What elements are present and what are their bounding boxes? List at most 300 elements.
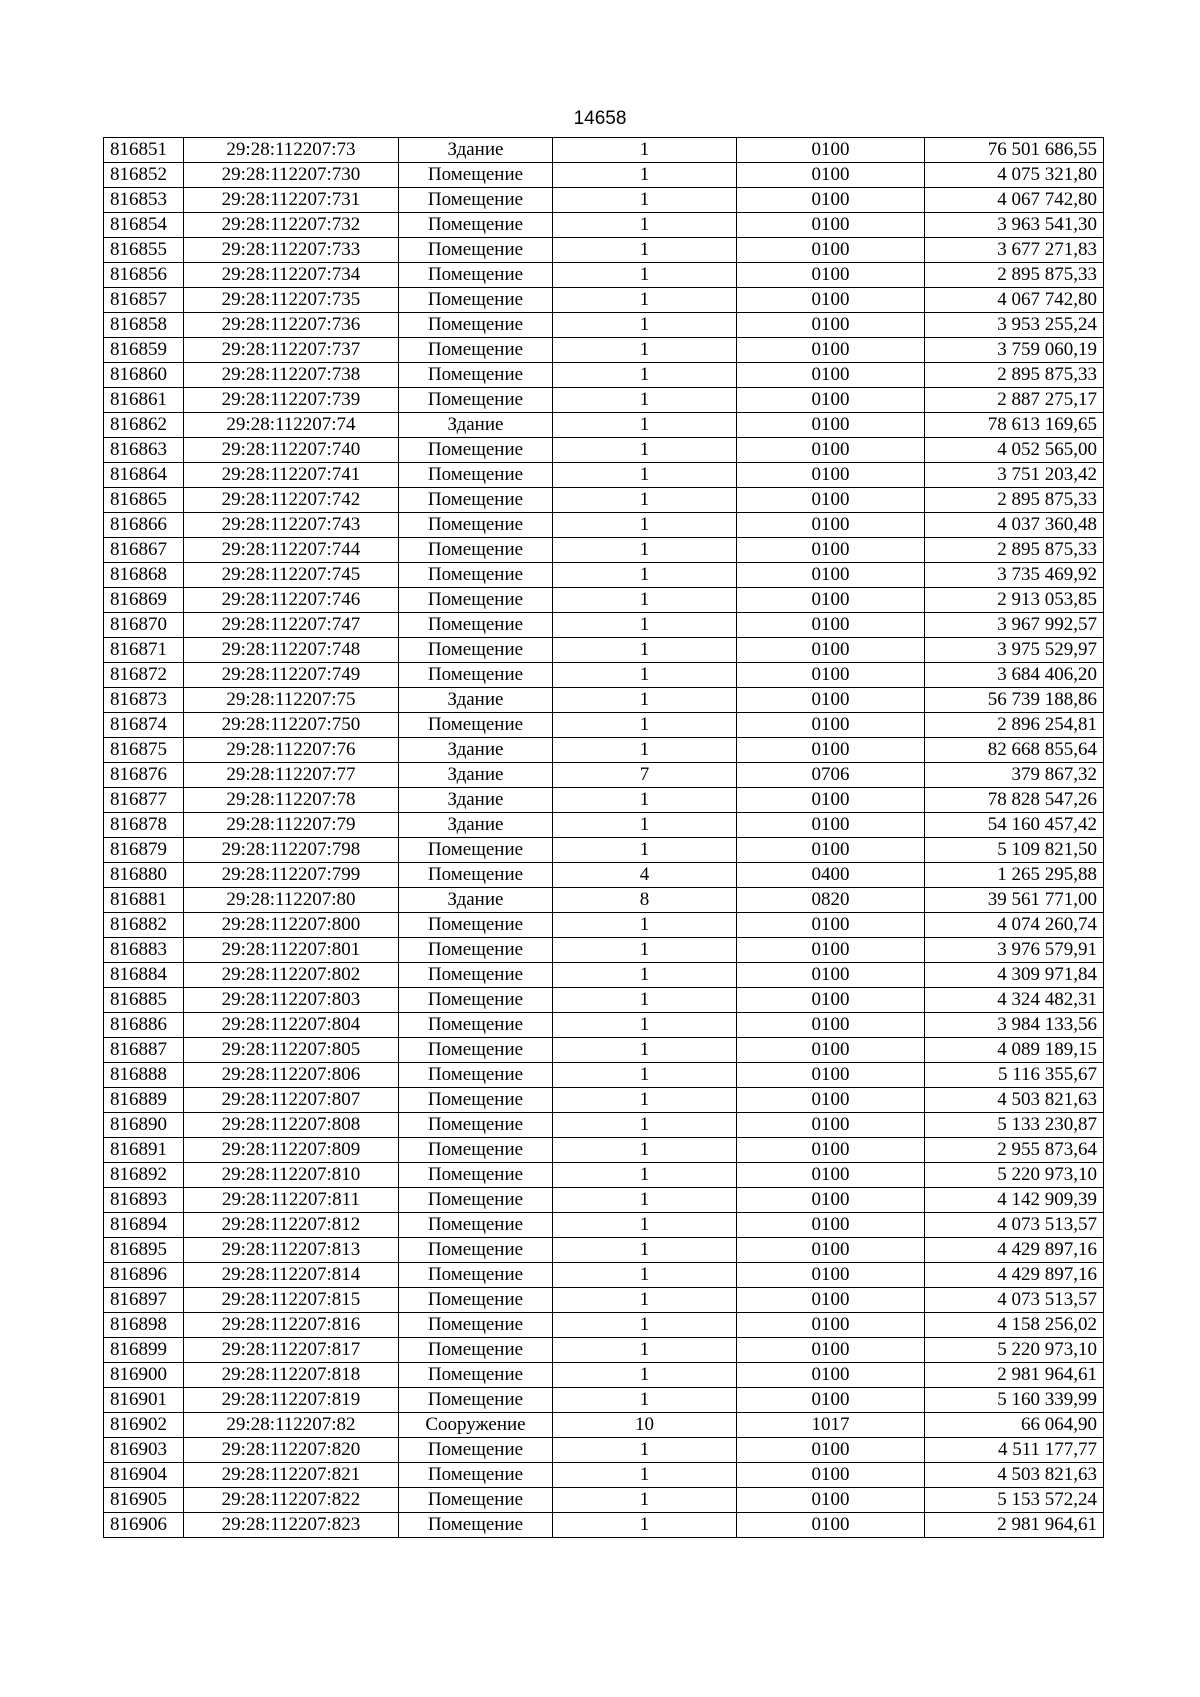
group-number-cell: 1 bbox=[553, 488, 737, 513]
group-number-cell: 1 bbox=[553, 1113, 737, 1138]
group-number-cell: 1 bbox=[553, 1088, 737, 1113]
subgroup-code-cell: 0100 bbox=[737, 1038, 925, 1063]
cadastral-number-cell: 29:28:112207:808 bbox=[184, 1113, 399, 1138]
object-type-cell: Помещение bbox=[399, 1063, 553, 1088]
row-number-cell: 816892 bbox=[104, 1163, 184, 1188]
row-number-cell: 816859 bbox=[104, 338, 184, 363]
cadastral-value-cell: 39 561 771,00 bbox=[925, 888, 1104, 913]
row-number-cell: 816855 bbox=[104, 238, 184, 263]
object-type-cell: Помещение bbox=[399, 663, 553, 688]
object-type-cell: Помещение bbox=[399, 613, 553, 638]
subgroup-code-cell: 0100 bbox=[737, 563, 925, 588]
group-number-cell: 1 bbox=[553, 813, 737, 838]
row-number-cell: 816884 bbox=[104, 963, 184, 988]
object-type-cell: Здание bbox=[399, 888, 553, 913]
table-row bbox=[104, 213, 1104, 238]
object-type-cell: Помещение bbox=[399, 438, 553, 463]
group-number-cell: 1 bbox=[553, 838, 737, 863]
row-number-cell: 816867 bbox=[104, 538, 184, 563]
row-number-cell: 816853 bbox=[104, 188, 184, 213]
subgroup-code-cell: 0400 bbox=[737, 863, 925, 888]
object-type-cell: Помещение bbox=[399, 1463, 553, 1488]
group-number-cell: 1 bbox=[553, 388, 737, 413]
row-number-cell: 816874 bbox=[104, 713, 184, 738]
cadastral-number-cell: 29:28:112207:750 bbox=[184, 713, 399, 738]
row-number-cell: 816862 bbox=[104, 413, 184, 438]
cadastral-number-cell: 29:28:112207:818 bbox=[184, 1363, 399, 1388]
cadastral-value-cell: 4 074 260,74 bbox=[925, 913, 1104, 938]
subgroup-code-cell: 0100 bbox=[737, 813, 925, 838]
cadastral-number-cell: 29:28:112207:745 bbox=[184, 563, 399, 588]
group-number-cell: 1 bbox=[553, 338, 737, 363]
row-number-cell: 816900 bbox=[104, 1363, 184, 1388]
cadastral-value-cell: 4 158 256,02 bbox=[925, 1313, 1104, 1338]
cadastral-value-cell: 76 501 686,55 bbox=[925, 138, 1104, 163]
table-row bbox=[104, 188, 1104, 213]
object-type-cell: Помещение bbox=[399, 1013, 553, 1038]
object-type-cell: Помещение bbox=[399, 1388, 553, 1413]
cadastral-number-cell: 29:28:112207:819 bbox=[184, 1388, 399, 1413]
row-number-cell: 816880 bbox=[104, 863, 184, 888]
row-number-cell: 816886 bbox=[104, 1013, 184, 1038]
group-number-cell: 1 bbox=[553, 1263, 737, 1288]
cadastral-value-cell: 3 677 271,83 bbox=[925, 238, 1104, 263]
group-number-cell: 1 bbox=[553, 1488, 737, 1513]
cadastral-value-cell: 4 309 971,84 bbox=[925, 963, 1104, 988]
cadastral-number-cell: 29:28:112207:735 bbox=[184, 288, 399, 313]
cadastral-value-cell: 4 324 482,31 bbox=[925, 988, 1104, 1013]
subgroup-code-cell: 0100 bbox=[737, 1238, 925, 1263]
group-number-cell: 1 bbox=[553, 513, 737, 538]
cadastral-value-cell: 4 073 513,57 bbox=[925, 1213, 1104, 1238]
table-row bbox=[104, 163, 1104, 188]
cadastral-number-cell: 29:28:112207:749 bbox=[184, 663, 399, 688]
subgroup-code-cell: 0100 bbox=[737, 438, 925, 463]
cadastral-number-cell: 29:28:112207:805 bbox=[184, 1038, 399, 1063]
cadastral-number-cell: 29:28:112207:741 bbox=[184, 463, 399, 488]
cadastral-number-cell: 29:28:112207:73 bbox=[184, 138, 399, 163]
table-row bbox=[104, 463, 1104, 488]
table-row bbox=[104, 538, 1104, 563]
table-row bbox=[104, 788, 1104, 813]
group-number-cell: 1 bbox=[553, 1288, 737, 1313]
cadastral-value-cell: 4 052 565,00 bbox=[925, 438, 1104, 463]
object-type-cell: Помещение bbox=[399, 1138, 553, 1163]
subgroup-code-cell: 0100 bbox=[737, 188, 925, 213]
group-number-cell: 1 bbox=[553, 713, 737, 738]
cadastral-number-cell: 29:28:112207:807 bbox=[184, 1088, 399, 1113]
object-type-cell: Помещение bbox=[399, 1288, 553, 1313]
cadastral-value-cell: 2 895 875,33 bbox=[925, 538, 1104, 563]
group-number-cell: 1 bbox=[553, 1013, 737, 1038]
table-row bbox=[104, 638, 1104, 663]
table-row bbox=[104, 263, 1104, 288]
cadastral-number-cell: 29:28:112207:799 bbox=[184, 863, 399, 888]
subgroup-code-cell: 0100 bbox=[737, 1338, 925, 1363]
subgroup-code-cell: 0100 bbox=[737, 638, 925, 663]
object-type-cell: Помещение bbox=[399, 1038, 553, 1063]
object-type-cell: Помещение bbox=[399, 1363, 553, 1388]
table-row bbox=[104, 1013, 1104, 1038]
table-row bbox=[104, 438, 1104, 463]
subgroup-code-cell: 0100 bbox=[737, 963, 925, 988]
object-type-cell: Здание bbox=[399, 738, 553, 763]
table-row bbox=[104, 363, 1104, 388]
group-number-cell: 1 bbox=[553, 288, 737, 313]
cadastral-value-cell: 56 739 188,86 bbox=[925, 688, 1104, 713]
group-number-cell: 1 bbox=[553, 538, 737, 563]
object-type-cell: Помещение bbox=[399, 538, 553, 563]
group-number-cell: 1 bbox=[553, 238, 737, 263]
cadastral-value-cell: 4 075 321,80 bbox=[925, 163, 1104, 188]
group-number-cell: 1 bbox=[553, 163, 737, 188]
row-number-cell: 816866 bbox=[104, 513, 184, 538]
table-row bbox=[104, 1213, 1104, 1238]
cadastral-number-cell: 29:28:112207:75 bbox=[184, 688, 399, 713]
table-row bbox=[104, 1513, 1104, 1538]
group-number-cell: 1 bbox=[553, 788, 737, 813]
group-number-cell: 1 bbox=[553, 688, 737, 713]
row-number-cell: 816877 bbox=[104, 788, 184, 813]
subgroup-code-cell: 0100 bbox=[737, 463, 925, 488]
cadastral-value-cell: 5 220 973,10 bbox=[925, 1163, 1104, 1188]
object-type-cell: Помещение bbox=[399, 1088, 553, 1113]
group-number-cell: 1 bbox=[553, 563, 737, 588]
object-type-cell: Помещение bbox=[399, 638, 553, 663]
object-type-cell: Помещение bbox=[399, 1513, 553, 1538]
group-number-cell: 1 bbox=[553, 1188, 737, 1213]
object-type-cell: Помещение bbox=[399, 263, 553, 288]
cadastral-number-cell: 29:28:112207:821 bbox=[184, 1463, 399, 1488]
subgroup-code-cell: 0100 bbox=[737, 213, 925, 238]
row-number-cell: 816857 bbox=[104, 288, 184, 313]
cadastral-value-cell: 3 751 203,42 bbox=[925, 463, 1104, 488]
cadastral-number-cell: 29:28:112207:822 bbox=[184, 1488, 399, 1513]
object-type-cell: Помещение bbox=[399, 338, 553, 363]
object-type-cell: Помещение bbox=[399, 513, 553, 538]
cadastral-value-cell: 3 735 469,92 bbox=[925, 563, 1104, 588]
row-number-cell: 816887 bbox=[104, 1038, 184, 1063]
row-number-cell: 816875 bbox=[104, 738, 184, 763]
group-number-cell: 1 bbox=[553, 463, 737, 488]
group-number-cell: 10 bbox=[553, 1413, 737, 1438]
row-number-cell: 816897 bbox=[104, 1288, 184, 1313]
object-type-cell: Помещение bbox=[399, 238, 553, 263]
cadastral-number-cell: 29:28:112207:740 bbox=[184, 438, 399, 463]
cadastral-value-table bbox=[103, 137, 1104, 1538]
cadastral-value-cell: 4 067 742,80 bbox=[925, 188, 1104, 213]
table-row bbox=[104, 938, 1104, 963]
row-number-cell: 816889 bbox=[104, 1088, 184, 1113]
subgroup-code-cell: 0100 bbox=[737, 1138, 925, 1163]
subgroup-code-cell: 0100 bbox=[737, 913, 925, 938]
group-number-cell: 1 bbox=[553, 738, 737, 763]
subgroup-code-cell: 0100 bbox=[737, 138, 925, 163]
object-type-cell: Помещение bbox=[399, 463, 553, 488]
row-number-cell: 816858 bbox=[104, 313, 184, 338]
object-type-cell: Здание bbox=[399, 813, 553, 838]
cadastral-value-cell: 5 133 230,87 bbox=[925, 1113, 1104, 1138]
cadastral-value-cell: 4 503 821,63 bbox=[925, 1463, 1104, 1488]
subgroup-code-cell: 0100 bbox=[737, 538, 925, 563]
subgroup-code-cell: 0100 bbox=[737, 713, 925, 738]
subgroup-code-cell: 0100 bbox=[737, 1313, 925, 1338]
cadastral-value-cell: 3 963 541,30 bbox=[925, 213, 1104, 238]
cadastral-number-cell: 29:28:112207:811 bbox=[184, 1188, 399, 1213]
group-number-cell: 1 bbox=[553, 1438, 737, 1463]
cadastral-value-cell: 2 887 275,17 bbox=[925, 388, 1104, 413]
cadastral-number-cell: 29:28:112207:806 bbox=[184, 1063, 399, 1088]
table-row bbox=[104, 663, 1104, 688]
cadastral-value-cell: 5 153 572,24 bbox=[925, 1488, 1104, 1513]
group-number-cell: 1 bbox=[553, 1338, 737, 1363]
group-number-cell: 1 bbox=[553, 963, 737, 988]
subgroup-code-cell: 0100 bbox=[737, 238, 925, 263]
group-number-cell: 1 bbox=[553, 1388, 737, 1413]
object-type-cell: Помещение bbox=[399, 1488, 553, 1513]
object-type-cell: Помещение bbox=[399, 1338, 553, 1363]
cadastral-number-cell: 29:28:112207:78 bbox=[184, 788, 399, 813]
object-type-cell: Помещение bbox=[399, 863, 553, 888]
subgroup-code-cell: 0100 bbox=[737, 938, 925, 963]
row-number-cell: 816883 bbox=[104, 938, 184, 963]
cadastral-number-cell: 29:28:112207:802 bbox=[184, 963, 399, 988]
cadastral-number-cell: 29:28:112207:747 bbox=[184, 613, 399, 638]
subgroup-code-cell: 0100 bbox=[737, 1063, 925, 1088]
row-number-cell: 816888 bbox=[104, 1063, 184, 1088]
table-row bbox=[104, 1263, 1104, 1288]
object-type-cell: Сооружение bbox=[399, 1413, 553, 1438]
subgroup-code-cell: 0100 bbox=[737, 1263, 925, 1288]
subgroup-code-cell: 0100 bbox=[737, 688, 925, 713]
subgroup-code-cell: 0100 bbox=[737, 363, 925, 388]
row-number-cell: 816882 bbox=[104, 913, 184, 938]
cadastral-value-cell: 4 503 821,63 bbox=[925, 1088, 1104, 1113]
cadastral-value-cell: 4 429 897,16 bbox=[925, 1263, 1104, 1288]
table-row bbox=[104, 1088, 1104, 1113]
cadastral-value-cell: 3 967 992,57 bbox=[925, 613, 1104, 638]
object-type-cell: Помещение bbox=[399, 213, 553, 238]
row-number-cell: 816864 bbox=[104, 463, 184, 488]
subgroup-code-cell: 0100 bbox=[737, 738, 925, 763]
object-type-cell: Помещение bbox=[399, 288, 553, 313]
cadastral-number-cell: 29:28:112207:743 bbox=[184, 513, 399, 538]
group-number-cell: 1 bbox=[553, 1363, 737, 1388]
cadastral-number-cell: 29:28:112207:730 bbox=[184, 163, 399, 188]
page-number: 14658 bbox=[573, 108, 627, 129]
cadastral-number-cell: 29:28:112207:810 bbox=[184, 1163, 399, 1188]
row-number-cell: 816885 bbox=[104, 988, 184, 1013]
subgroup-code-cell: 0100 bbox=[737, 1288, 925, 1313]
row-number-cell: 816876 bbox=[104, 763, 184, 788]
table-row bbox=[104, 563, 1104, 588]
subgroup-code-cell: 0100 bbox=[737, 1388, 925, 1413]
cadastral-number-cell: 29:28:112207:748 bbox=[184, 638, 399, 663]
cadastral-number-cell: 29:28:112207:733 bbox=[184, 238, 399, 263]
table-row bbox=[104, 138, 1104, 163]
row-number-cell: 816868 bbox=[104, 563, 184, 588]
cadastral-number-cell: 29:28:112207:734 bbox=[184, 263, 399, 288]
object-type-cell: Помещение bbox=[399, 913, 553, 938]
cadastral-value-cell: 3 759 060,19 bbox=[925, 338, 1104, 363]
row-number-cell: 816870 bbox=[104, 613, 184, 638]
object-type-cell: Помещение bbox=[399, 1213, 553, 1238]
row-number-cell: 816903 bbox=[104, 1438, 184, 1463]
subgroup-code-cell: 0100 bbox=[737, 1188, 925, 1213]
cadastral-number-cell: 29:28:112207:815 bbox=[184, 1288, 399, 1313]
group-number-cell: 1 bbox=[553, 1063, 737, 1088]
cadastral-value-cell: 2 981 964,61 bbox=[925, 1513, 1104, 1538]
object-type-cell: Помещение bbox=[399, 1113, 553, 1138]
object-type-cell: Помещение bbox=[399, 388, 553, 413]
cadastral-number-cell: 29:28:112207:800 bbox=[184, 913, 399, 938]
cadastral-number-cell: 29:28:112207:744 bbox=[184, 538, 399, 563]
group-number-cell: 1 bbox=[553, 1163, 737, 1188]
table-row bbox=[104, 1063, 1104, 1088]
cadastral-value-cell: 3 684 406,20 bbox=[925, 663, 1104, 688]
group-number-cell: 1 bbox=[553, 263, 737, 288]
subgroup-code-cell: 0100 bbox=[737, 1438, 925, 1463]
table-row bbox=[104, 413, 1104, 438]
cadastral-value-cell: 5 116 355,67 bbox=[925, 1063, 1104, 1088]
object-type-cell: Помещение bbox=[399, 988, 553, 1013]
table-row bbox=[104, 588, 1104, 613]
group-number-cell: 7 bbox=[553, 763, 737, 788]
object-type-cell: Помещение bbox=[399, 1238, 553, 1263]
subgroup-code-cell: 0100 bbox=[737, 1513, 925, 1538]
subgroup-code-cell: 0100 bbox=[737, 1163, 925, 1188]
table-row bbox=[104, 838, 1104, 863]
group-number-cell: 1 bbox=[553, 938, 737, 963]
group-number-cell: 1 bbox=[553, 413, 737, 438]
cadastral-number-cell: 29:28:112207:814 bbox=[184, 1263, 399, 1288]
table-row bbox=[104, 288, 1104, 313]
cadastral-value-cell: 2 913 053,85 bbox=[925, 588, 1104, 613]
cadastral-value-cell: 82 668 855,64 bbox=[925, 738, 1104, 763]
cadastral-number-cell: 29:28:112207:742 bbox=[184, 488, 399, 513]
subgroup-code-cell: 0100 bbox=[737, 988, 925, 1013]
table-row bbox=[104, 513, 1104, 538]
object-type-cell: Помещение bbox=[399, 488, 553, 513]
row-number-cell: 816861 bbox=[104, 388, 184, 413]
table-row bbox=[104, 613, 1104, 638]
group-number-cell: 1 bbox=[553, 988, 737, 1013]
row-number-cell: 816851 bbox=[104, 138, 184, 163]
object-type-cell: Помещение bbox=[399, 588, 553, 613]
object-type-cell: Здание bbox=[399, 138, 553, 163]
cadastral-value-cell: 3 975 529,97 bbox=[925, 638, 1104, 663]
table-row bbox=[104, 1338, 1104, 1363]
row-number-cell: 816906 bbox=[104, 1513, 184, 1538]
group-number-cell: 1 bbox=[553, 613, 737, 638]
object-type-cell: Помещение bbox=[399, 1163, 553, 1188]
cadastral-number-cell: 29:28:112207:804 bbox=[184, 1013, 399, 1038]
cadastral-value-cell: 5 109 821,50 bbox=[925, 838, 1104, 863]
cadastral-number-cell: 29:28:112207:823 bbox=[184, 1513, 399, 1538]
row-number-cell: 816881 bbox=[104, 888, 184, 913]
table-row bbox=[104, 1463, 1104, 1488]
group-number-cell: 1 bbox=[553, 138, 737, 163]
group-number-cell: 1 bbox=[553, 1138, 737, 1163]
cadastral-number-cell: 29:28:112207:798 bbox=[184, 838, 399, 863]
cadastral-value-cell: 4 511 177,77 bbox=[925, 1438, 1104, 1463]
table-row bbox=[104, 313, 1104, 338]
table-row bbox=[104, 338, 1104, 363]
cadastral-value-cell: 2 896 254,81 bbox=[925, 713, 1104, 738]
table-row bbox=[104, 1388, 1104, 1413]
cadastral-value-cell: 2 895 875,33 bbox=[925, 263, 1104, 288]
subgroup-code-cell: 0100 bbox=[737, 263, 925, 288]
table-row bbox=[104, 1238, 1104, 1263]
cadastral-number-cell: 29:28:112207:820 bbox=[184, 1438, 399, 1463]
cadastral-value-cell: 78 828 547,26 bbox=[925, 788, 1104, 813]
group-number-cell: 1 bbox=[553, 663, 737, 688]
cadastral-number-cell: 29:28:112207:737 bbox=[184, 338, 399, 363]
subgroup-code-cell: 0100 bbox=[737, 588, 925, 613]
table-row bbox=[104, 238, 1104, 263]
table-row bbox=[104, 1438, 1104, 1463]
table-row bbox=[104, 813, 1104, 838]
subgroup-code-cell: 0100 bbox=[737, 488, 925, 513]
object-type-cell: Помещение bbox=[399, 563, 553, 588]
subgroup-code-cell: 0100 bbox=[737, 1113, 925, 1138]
row-number-cell: 816856 bbox=[104, 263, 184, 288]
group-number-cell: 1 bbox=[553, 638, 737, 663]
row-number-cell: 816879 bbox=[104, 838, 184, 863]
subgroup-code-cell: 0100 bbox=[737, 338, 925, 363]
table-row bbox=[104, 488, 1104, 513]
object-type-cell: Помещение bbox=[399, 1313, 553, 1338]
table-row bbox=[104, 1313, 1104, 1338]
cadastral-number-cell: 29:28:112207:82 bbox=[184, 1413, 399, 1438]
row-number-cell: 816902 bbox=[104, 1413, 184, 1438]
object-type-cell: Помещение bbox=[399, 1263, 553, 1288]
row-number-cell: 816873 bbox=[104, 688, 184, 713]
subgroup-code-cell: 0100 bbox=[737, 663, 925, 688]
subgroup-code-cell: 0100 bbox=[737, 1488, 925, 1513]
table-row bbox=[104, 1138, 1104, 1163]
cadastral-number-cell: 29:28:112207:731 bbox=[184, 188, 399, 213]
cadastral-value-cell: 3 984 133,56 bbox=[925, 1013, 1104, 1038]
subgroup-code-cell: 0100 bbox=[737, 1363, 925, 1388]
row-number-cell: 816878 bbox=[104, 813, 184, 838]
row-number-cell: 816904 bbox=[104, 1463, 184, 1488]
cadastral-value-cell: 379 867,32 bbox=[925, 763, 1104, 788]
table-row bbox=[104, 738, 1104, 763]
row-number-cell: 816901 bbox=[104, 1388, 184, 1413]
subgroup-code-cell: 0100 bbox=[737, 163, 925, 188]
cadastral-number-cell: 29:28:112207:80 bbox=[184, 888, 399, 913]
cadastral-number-cell: 29:28:112207:738 bbox=[184, 363, 399, 388]
table-row bbox=[104, 963, 1104, 988]
object-type-cell: Помещение bbox=[399, 313, 553, 338]
object-type-cell: Помещение bbox=[399, 163, 553, 188]
cadastral-number-cell: 29:28:112207:739 bbox=[184, 388, 399, 413]
row-number-cell: 816860 bbox=[104, 363, 184, 388]
cadastral-number-cell: 29:28:112207:732 bbox=[184, 213, 399, 238]
cadastral-value-cell: 4 073 513,57 bbox=[925, 1288, 1104, 1313]
table-row bbox=[104, 1288, 1104, 1313]
cadastral-value-cell: 5 220 973,10 bbox=[925, 1338, 1104, 1363]
table-row bbox=[104, 888, 1104, 913]
row-number-cell: 816893 bbox=[104, 1188, 184, 1213]
group-number-cell: 1 bbox=[553, 363, 737, 388]
cadastral-number-cell: 29:28:112207:746 bbox=[184, 588, 399, 613]
table-row bbox=[104, 763, 1104, 788]
object-type-cell: Здание bbox=[399, 763, 553, 788]
table-row bbox=[104, 1163, 1104, 1188]
table-row bbox=[104, 1363, 1104, 1388]
